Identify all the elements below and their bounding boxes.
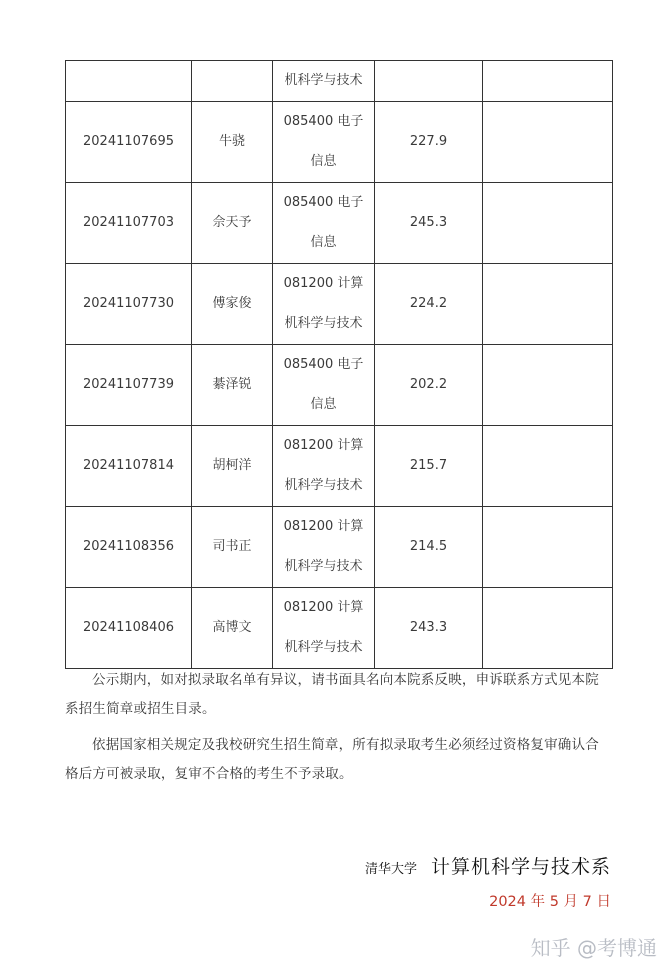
major-cell [273, 588, 375, 669]
name-cell: 胡柯洋 [192, 426, 273, 507]
score-cell: 215.7 [375, 426, 483, 507]
major-cell [273, 507, 375, 588]
major-cell [273, 183, 375, 264]
name-cell: 司书正 [192, 507, 273, 588]
university-name: 清华大学 [364, 862, 417, 877]
major-line1: 085400 电子 [283, 357, 364, 372]
major-cell [273, 426, 375, 507]
table-row [66, 426, 613, 507]
table-row [66, 264, 613, 345]
major-line1: 081200 计算 [283, 519, 364, 534]
admission-table [65, 60, 613, 669]
table-row [66, 183, 613, 264]
major-line2: 机科学与技术 [284, 478, 363, 493]
major-line2: 机科学与技术 [284, 559, 363, 574]
major-cell [273, 61, 375, 102]
id-cell [66, 61, 192, 102]
major-cell [273, 102, 375, 183]
major-line2: 信息 [310, 235, 337, 250]
table-row [66, 588, 613, 669]
table-row [66, 345, 613, 426]
score-cell: 224.2 [375, 264, 483, 345]
remark-cell [483, 426, 613, 507]
major-line1: 081200 计算 [283, 438, 364, 453]
name-cell: 高博文 [192, 588, 273, 669]
major-line1: 085400 电子 [283, 114, 364, 129]
name-cell: 牛骁 [192, 102, 273, 183]
major-line1: 085400 电子 [283, 195, 364, 210]
name-cell: 傅家俊 [192, 264, 273, 345]
remark-cell [483, 345, 613, 426]
major-line2: 机科学与技术 [284, 640, 363, 655]
major-line2: 信息 [310, 154, 337, 169]
remark-cell [483, 183, 613, 264]
name-cell [192, 61, 273, 102]
name-cell: 佘天予 [192, 183, 273, 264]
table-body [66, 61, 613, 669]
remark-cell [483, 507, 613, 588]
notice-paragraph-2: 依据国家相关规定及我校研究生招生简章，所有拟录取考生必须经过资格复审确认合格后方可被录取，复审不合格的考生不予录取。 [65, 737, 599, 782]
name-cell: 綦泽锐 [192, 345, 273, 426]
signature-date: 2024 年 5 月 7 日 [489, 894, 611, 910]
id-cell: 20241107730 [66, 264, 192, 345]
id-cell: 20241107739 [66, 345, 192, 426]
signature [365, 852, 611, 879]
major-cell [273, 264, 375, 345]
id-cell: 20241107695 [66, 102, 192, 183]
score-cell [375, 61, 483, 102]
major-line2: 机科学与技术 [284, 73, 363, 88]
remark-cell [483, 264, 613, 345]
id-cell: 20241108406 [66, 588, 192, 669]
notice-paragraph-1: 公示期内，如对拟录取名单有异议，请书面具名向本院系反映，申诉联系方式见本院系招生简章或招生目录。 [65, 672, 599, 717]
score-cell: 245.3 [375, 183, 483, 264]
id-cell: 20241107703 [66, 183, 192, 264]
id-cell: 20241107814 [66, 426, 192, 507]
score-cell: 243.3 [375, 588, 483, 669]
department-name: 计算机科学与技术系 [430, 856, 611, 878]
table-row [66, 507, 613, 588]
remark-cell [483, 102, 613, 183]
major-line2: 信息 [310, 397, 337, 412]
score-cell: 214.5 [375, 507, 483, 588]
id-cell: 20241108356 [66, 507, 192, 588]
major-line1: 081200 计算 [283, 600, 364, 615]
major-line2: 机科学与技术 [284, 316, 363, 331]
table-row [66, 61, 613, 102]
score-cell: 202.2 [375, 345, 483, 426]
major-line1: 081200 计算 [283, 276, 364, 291]
major-cell [273, 345, 375, 426]
score-cell: 227.9 [375, 102, 483, 183]
watermark: 知乎 @考博通 [530, 936, 657, 960]
remark-cell [483, 61, 613, 102]
remark-cell [483, 588, 613, 669]
table-row [66, 102, 613, 183]
